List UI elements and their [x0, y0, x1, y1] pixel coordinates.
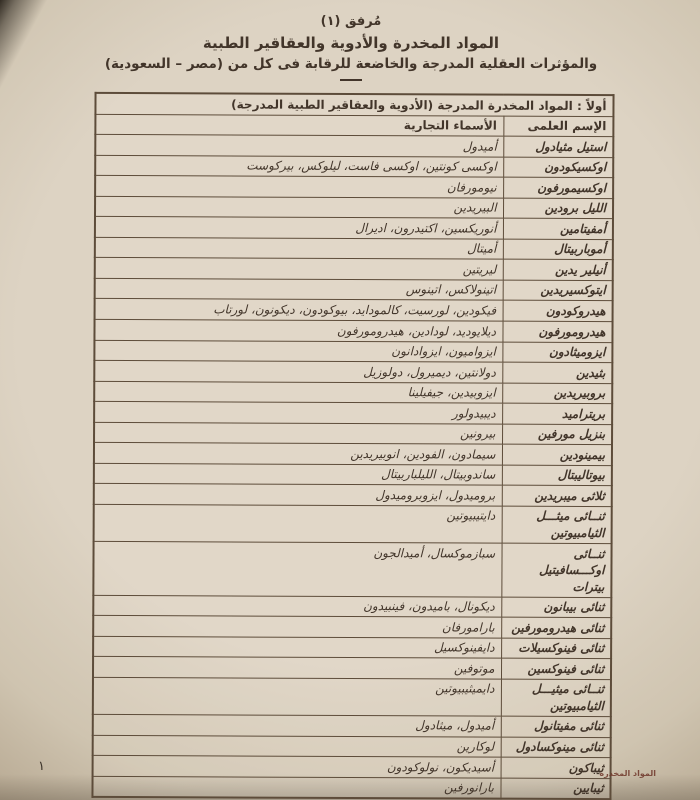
- table-row: [95, 134, 613, 157]
- scientific-name-cell: ثنائى مينوكسادول: [501, 737, 611, 758]
- footer-category-note: المواد المخدرة: [599, 769, 656, 778]
- drug-table-body: [92, 134, 613, 799]
- trade-names-cell: أميدول: [95, 134, 503, 156]
- table-row: [94, 443, 612, 466]
- scientific-name-cell: بنزيل مورفين: [502, 424, 612, 445]
- trade-names-cell: أسيديكون، نولوكودون: [93, 755, 501, 777]
- title-divider: [340, 79, 362, 81]
- drug-table: [91, 92, 614, 800]
- drug-table-wrapper: [91, 92, 614, 800]
- column-header-scientific-name: الإسم العلمى: [503, 116, 613, 137]
- table-row: [94, 360, 612, 383]
- trade-names-cell: دايتيبيوتين: [94, 504, 502, 543]
- section-header-row: [95, 93, 613, 116]
- table-row: [93, 636, 611, 659]
- table-row: [93, 714, 611, 737]
- scientific-name-cell: بروبيريدين: [502, 383, 612, 404]
- scientific-name-cell: ايتوكسيريدين: [503, 280, 613, 301]
- trade-names-cell: ديكونال، باميدون، فينبيدون: [93, 595, 501, 617]
- table-row: [94, 319, 612, 342]
- scientific-name-cell: اوكسيمورفون: [503, 177, 613, 198]
- trade-names-cell: أميدول، ميثادول: [93, 714, 501, 736]
- scientific-name-cell: الليل برودين: [503, 198, 613, 219]
- table-row: [95, 237, 613, 260]
- table-row: [95, 299, 613, 322]
- trade-names-cell: اوكسى كونتين، اوكسى فاست، ليلوكس، بيركوست: [95, 155, 503, 177]
- trade-names-cell: ايزواميون، ايزوادانون: [94, 340, 502, 362]
- scientific-name-cell: ثنــائى ميثيـــل الثيامبيوتين: [501, 679, 611, 717]
- table-row: [94, 484, 612, 507]
- table-row: [94, 504, 612, 543]
- table-row: [94, 463, 612, 486]
- scientific-name-cell: بيمينودين: [502, 444, 612, 465]
- trade-names-cell: دولانتين، ديميرول، دولوزيل: [94, 360, 502, 382]
- table-row: [93, 735, 611, 758]
- trade-names-cell: موتوفين: [93, 657, 501, 679]
- table-row: [94, 422, 612, 445]
- scientific-name-cell: ثنائى مفيتانول: [501, 716, 611, 737]
- table-row: [94, 340, 612, 363]
- trade-names-cell: سيمادون، الفودين، انوبيريدين: [94, 443, 502, 465]
- page-number: ١: [38, 759, 45, 774]
- trade-names-cell: دايفينوكسيل: [93, 636, 501, 658]
- document-title-line-2: والمؤثرات العقلية المدرجة والخاضعة للرقابة فى كل من (مصر – السعودية): [104, 56, 598, 72]
- table-row: [93, 677, 611, 716]
- trade-names-cell: ديبيدولور: [94, 402, 502, 424]
- trade-names-cell: نيومورفان: [95, 176, 503, 198]
- scientific-name-cell: ثنــائى ميثـــل الثيامبيوتين: [502, 506, 612, 544]
- table-row: [95, 196, 613, 219]
- scientific-name-cell: ثنائى فينوكسيلات: [501, 638, 611, 659]
- trade-names-cell: اتينولاكس، اتينوس: [95, 278, 503, 300]
- table-row: [93, 541, 611, 597]
- scientific-name-cell: ثيباكون: [501, 757, 611, 778]
- scientific-name-cell: بريتراميد: [502, 403, 612, 424]
- scientific-name-cell: هيدروكودون: [503, 301, 613, 322]
- table-row: [95, 176, 613, 199]
- column-header-row: [95, 114, 613, 137]
- scientific-name-cell: ثنــائى اوكـــسافيتيل بيترات: [501, 543, 611, 597]
- trade-names-cell: ليريتين: [95, 258, 503, 280]
- table-row: [93, 755, 611, 778]
- table-row: [94, 402, 612, 425]
- appendix-number: مُرفق (١): [320, 14, 382, 29]
- scientific-name-cell: ثنائى هيدرومورفين: [501, 617, 611, 638]
- table-row: [94, 381, 612, 404]
- trade-names-cell: ساندوبيتال، الليلباربيتال: [94, 463, 502, 485]
- trade-names-cell: بارانورفين: [92, 776, 500, 799]
- scientific-name-cell: ثلاثى ميبريدين: [502, 486, 612, 507]
- scientific-name-cell: ثنائى فينوكسين: [501, 658, 611, 679]
- trade-names-cell: بروميدول، ايزوبروميدول: [94, 484, 502, 506]
- document-title-block: [90, 14, 612, 81]
- trade-names-cell: دايميثيبيوتين: [93, 677, 501, 716]
- trade-names-cell: بارامورفان: [93, 616, 501, 638]
- table-row: [93, 657, 611, 680]
- table-row: [95, 155, 613, 178]
- trade-names-cell: لوكارين: [93, 735, 501, 757]
- section-header: أولاً : المواد المخدرة المدرجة (الأدوية والعقاقير الطبية المدرجة): [95, 93, 613, 116]
- scientific-name-cell: اوكسيكودون: [503, 157, 613, 178]
- trade-names-cell: بيرونين: [94, 422, 502, 444]
- trade-names-cell: فيكودين، لورسيت، كالموداید، بيوكودون، ديكونون، لورتاب: [95, 299, 503, 321]
- scientific-name-cell: أموباربيتال: [503, 239, 613, 260]
- table-row: [93, 616, 611, 639]
- scientific-name-cell: بثيدين: [502, 362, 612, 383]
- scientific-name-cell: ثيبايين: [500, 778, 610, 800]
- trade-names-cell: البيريدين: [95, 196, 503, 218]
- table-row: [95, 258, 613, 281]
- scientific-name-cell: أمفيتامين: [503, 218, 613, 239]
- table-row: [93, 595, 611, 618]
- table-row: [92, 776, 610, 799]
- trade-names-cell: سبازموكسال، أميدالجون: [93, 541, 501, 596]
- scientific-name-cell: بيوتاليبتال: [502, 465, 612, 486]
- scientific-name-cell: أنيلير يدين: [503, 260, 613, 281]
- trade-names-cell: أميتال: [95, 237, 503, 259]
- table-row: [95, 217, 613, 240]
- scientific-name-cell: استيل مثيادول: [503, 136, 613, 157]
- scientific-name-cell: ايزوميثادون: [502, 342, 612, 363]
- table-row: [95, 278, 613, 301]
- scientific-name-cell: ثنائى بيبانون: [501, 597, 611, 618]
- trade-names-cell: أنوريكسين، اكتيدرون، اديرال: [95, 217, 503, 239]
- trade-names-cell: ايزوبيدين، جيفيلينا: [94, 381, 502, 403]
- column-header-trade-names: الأسماء التجارية: [95, 114, 503, 136]
- scientific-name-cell: هيدرومورفون: [502, 321, 612, 342]
- trade-names-cell: ديلايوديد، لودادين، هيدرومورفون: [94, 319, 502, 341]
- document-title-line-1: المواد المخدرة والأدوية والعقاقير الطبية: [202, 34, 500, 52]
